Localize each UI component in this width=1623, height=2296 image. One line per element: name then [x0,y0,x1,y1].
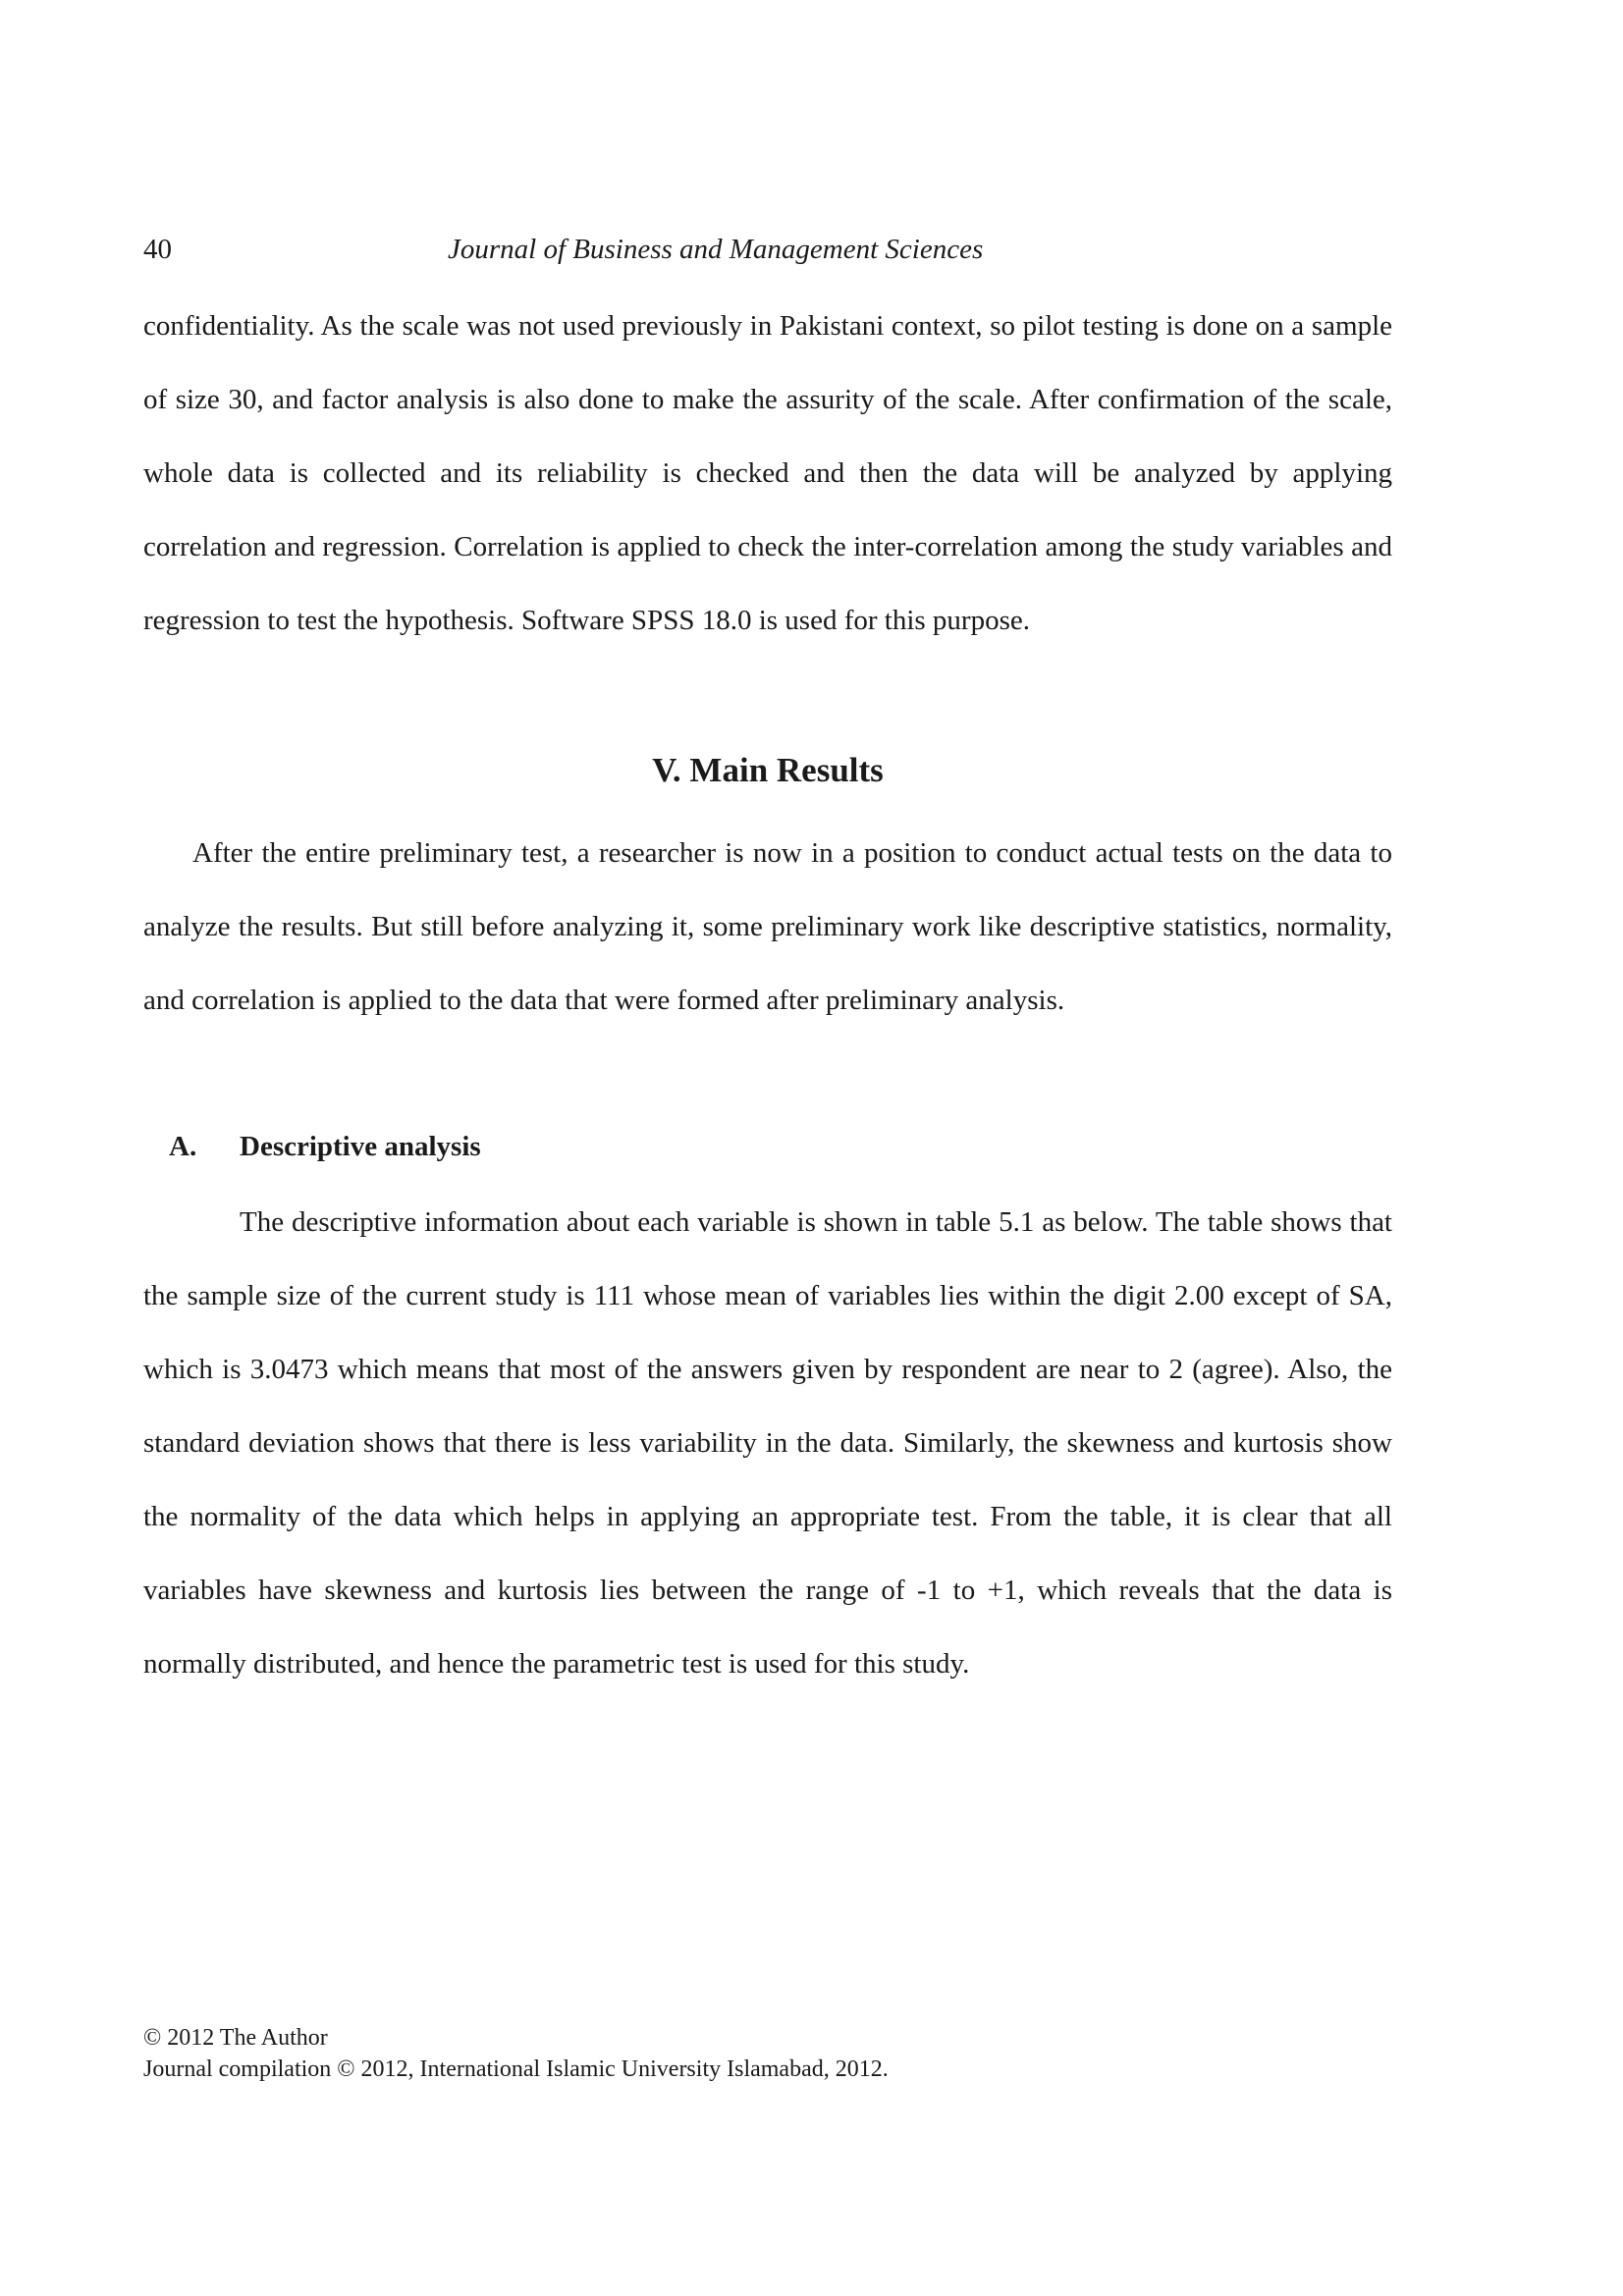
copyright-line: © 2012 The Author [143,2025,328,2051]
subsection-heading [169,1117,481,1176]
body-paragraph-continuation [143,290,1392,658]
paragraph-text: The descriptive information about each variable is shown in table 5.1 as below. The table shows that the sample size of the current study is 111 whose mean of variables lies within the digit 2.00 except of SA, which is 3.0473 which means that most of the answers given by respondent are near to 2 (agree). Also, the standard deviation shows that there is less variability in the data. Similarly, the skewness and kurtosis show the normality of the data which helps in applying an appropriate test. From the table, it is clear that all variables have skewness and kurtosis lies between the range of -1 to +1, which reveals that the data is normally distributed, and hence the parametric test is used for this study. [143,1206,1392,1680]
body-paragraph-descriptive [143,1186,1392,1701]
paragraph-text: After the entire preliminary test, a researcher is now in a position to conduct actual tests on the data to analyze the results. But still before analyzing it, some preliminary work like descriptive statistics, normality, and correlation is applied to the data that were formed after preliminary analysis. [143,837,1392,1016]
journal-title: Journal of Business and Management Sciences [448,234,984,265]
running-header [143,234,1392,273]
subsection-title: Descriptive analysis [240,1131,481,1162]
paragraph-text: confidentiality. As the scale was not used previously in Pakistani context, so pilot testing is done on a sample of size 30, and factor analysis is also done to make the assurity of the scale. After confirmation of the scale, whole data is collected and its reliability is checked and then the data will be analyzed by applying correlation and regression. Correlation is applied to check the inter-correlation among the study variables and regression to test the hypothesis. Software SPSS 18.0 is used for this purpose. [143,310,1392,636]
section-heading: V. Main Results [652,751,884,789]
page-number: 40 [143,234,172,265]
body-paragraph-intro [143,817,1392,1038]
subsection-letter: A. [169,1131,197,1162]
page-footer [143,2022,889,2085]
compilation-line: Journal compilation © 2012, International Islamic University Islamabad, 2012. [143,2056,889,2082]
